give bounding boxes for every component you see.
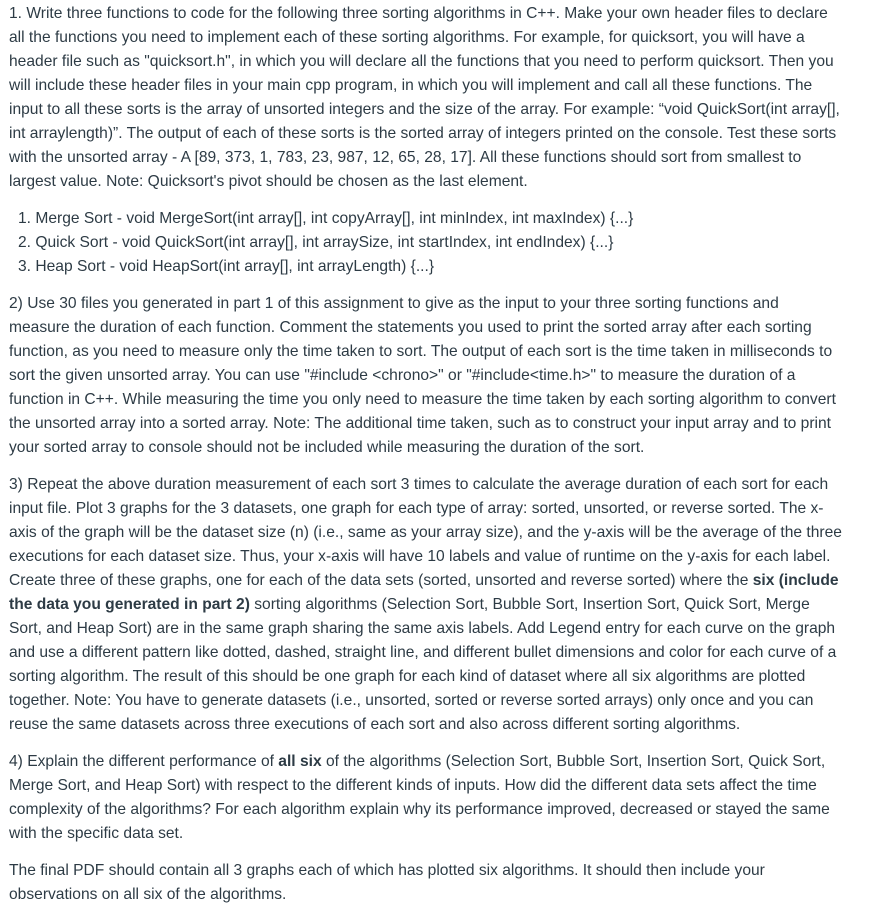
heap-sort-item: 3. Heap Sort - void HeapSort(int array[], int arrayLength) {...} [18,258,435,275]
quick-sort-item: 2. Quick Sort - void QuickSort(int array[], int arraySize, int startIndex, int endIndex) {...} [18,234,614,251]
part4-text-before: 4) Explain the different performance of [9,753,279,770]
merge-sort-item: 1. Merge Sort - void MergeSort(int array[], int copyArray[], int minIndex, int maxIndex) {...} [18,210,634,227]
part3-text-before: 3) Repeat the above duration measurement of each sort 3 times to calculate the average duration of each sort for each input file. Plot 3 graphs for the 3 datasets, one graph for each type of array: sorted, unsorted, or reverse sorted. The x-axis of the graph will be the dataset size (n) (i.e., same as your array size), and the y-axis will be the average of the three executions for each dataset size. Thus, your x-axis will have 10 labels and value of runtime on the y-axis for each label. Create three of these graphs, one for each of the data sets (sorted, unsorted and reverse sorted) where the [9,476,842,589]
part3-bold-text: six (include the data you generated in part 2) [9,572,839,613]
part1-paragraph: 1. Write three functions to code for the following three sorting algorithms in C++. Make your own header files to declare all the functions you need to implement each of these sorting algorithms. For example, for quicksort, you will have a header file such as "quicksort.h", in which you will declare all the functions that you need to perform quicksort. Then you will include these header files in your main cpp program, in which you will implement and call all these functions. The input to all these sorts is the array of unsorted integers and the size of the array. For example: “void QuickSort(int array[], int arraylength)”. The output of each of these sorts is the sorted array of integers printed on the console. Test these sorts with the unsorted array - A [89, 373, 1, 783, 23, 987, 12, 65, 28, 17]. All these functions should sort from smallest to largest value. Note: Quicksort's pivot should be chosen as the last element. [9,5,840,190]
part4-bold-text: all six [278,753,322,770]
final-paragraph: The final PDF should contain all 3 graphs each of which has plotted six algorithms. It should then include your observations on all six of the algorithms. [9,862,765,903]
part4-text-after: of the algorithms (Selection Sort, Bubble Sort, Insertion Sort, Quick Sort, Merge Sort, and Heap Sort) with respect to the different kinds of inputs. How did the different data sets affect the time complexity of the algorithms? For each algorithm explain why its performance improved, decreased or stayed the same with the specific data set. [9,753,830,842]
part3-text-after: sorting algorithms (Selection Sort, Bubble Sort, Insertion Sort, Quick Sort, Merge Sort, and Heap Sort) are in the same graph sharing the same axis labels. Add Legend entry for each curve on the graph and use a different pattern like dotted, dashed, straight line, and different bullet dimensions and color for each curve of a sorting algorithm. The result of this should be one graph for each kind of dataset where all six algorithms are plotted together. Note: You have to generate datasets (i.e., unsorted, sorted or reverse sorted arrays) only once and you can reuse the same datasets across three executions of each sort and also across different sorting algorithms. [9,596,837,733]
part2-paragraph: 2) Use 30 files you generated in part 1 of this assignment to give as the input to your three sorting functions and measure the duration of each function. Comment the statements you used to print the sorted array after each sorting function, as you need to measure only the time taken to sort. The output of each sort is the time taken in milliseconds to sort the given unsorted array. You can use "#include <chrono>" or "#include<time.h>" to measure the duration of a function in C++. While measuring the time you only need to measure the time taken by each sorting algorithm to convert the unsorted array into a sorted array. Note: The additional time taken, such as to construct your input array and to print your sorted array to console should not be included while measuring the duration of the sort. [9,295,836,456]
part4-paragraph [9,750,842,846]
part3-paragraph [9,473,842,737]
function-list [9,207,842,279]
